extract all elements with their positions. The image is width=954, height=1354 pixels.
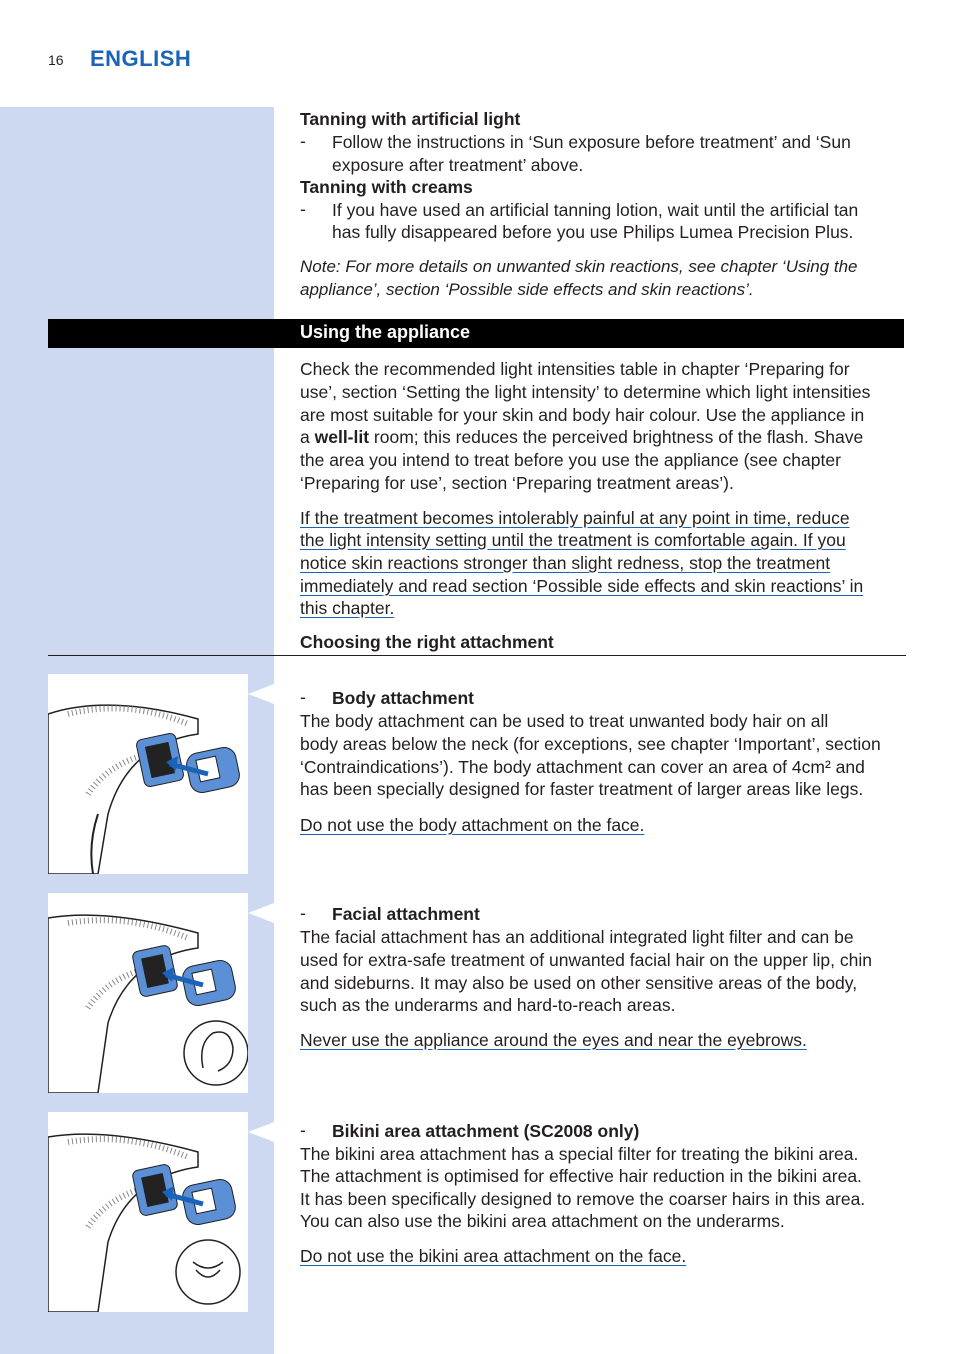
bikini-heading: Bikini area attachment (SC2008 only) [332,1121,640,1141]
bikini-line-1: The bikini area attachment has a special filter for treating the bikini area. [300,1144,859,1164]
section-title: Using the appliance [300,322,471,342]
page-number: 16 [48,52,64,68]
body-line-2: body areas below the neck (for exceptions, see chapter ‘Important’, section [300,734,881,754]
intro-line-5: the area you intend to treat before you use the appliance (see chapter [300,450,841,470]
body-attachment-illustration [48,674,248,874]
facial-line-3: and sideburns. It may also be used on other sensitive areas of the body, [300,973,858,993]
body-dash: - [300,687,306,707]
warning-line-4: immediately and read section ‘Possible side effects and skin reactions’ in [300,576,864,596]
facial-line-2: used for extra-safe treatment of unwanted facial hair on the upper lip, chin [300,950,872,970]
body-line-3: ‘Contraindications’). The body attachment can cover an area of 4cm² and [300,757,865,777]
note-line-1: Note: For more details on unwanted skin reactions, see chapter ‘Using the [300,257,858,276]
bikini-line-2: The attachment is optimised for effective hair reduction in the bikini area. [300,1166,862,1186]
facial-line-1: The facial attachment has an additional integrated light filter and can be [300,927,854,947]
note-line-2: appliance’, section ‘Possible side effects and skin reactions’. [300,280,754,299]
pointer-triangle [248,684,274,704]
intro-line-3: are most suitable for your skin and body hair colour. Use the appliance in [300,405,865,425]
intro-line-2: use’, section ‘Setting the light intensity’ to determine which light intensities [300,382,871,402]
body-warning: Do not use the body attachment on the face. [300,815,645,835]
facial-attachment-illustration [48,893,248,1093]
well-lit-bold: well-lit [314,427,370,447]
divider [48,655,906,656]
bikini-line-4: You can also use the bikini area attachment on the underarms. [300,1211,785,1231]
artificial-line-2: exposure after treatment’ above. [332,155,584,175]
creams-line-1: If you have used an artificial tanning lotion, wait until the artificial tan [332,200,859,220]
facial-warning: Never use the appliance around the eyes and near the eyebrows. [300,1030,807,1050]
pointer-triangle [248,1122,274,1142]
bikini-warning: Do not use the bikini area attachment on the face. [300,1246,687,1266]
facial-heading: Facial attachment [332,904,480,924]
creams-heading: Tanning with creams [300,177,473,197]
intro-line-6: ‘Preparing for use’, section ‘Preparing treatment areas’). [300,473,734,493]
bikini-line-3: It has been specifically designed to remove the coarser hairs in this area. [300,1189,866,1209]
bikini-dash: - [300,1120,306,1140]
body-line-1: The body attachment can be used to treat unwanted body hair on all [300,711,829,731]
facial-dash: - [300,903,306,923]
artificial-heading: Tanning with artificial light [300,109,521,129]
warning-line-2: the light intensity setting until the treatment is comfortable again. If you [300,530,846,550]
creams-dash: - [300,199,306,219]
creams-line-2: has fully disappeared before you use Philips Lumea Precision Plus. [332,222,854,242]
body-line-4: has been specially designed for faster treatment of larger areas like legs. [300,779,864,799]
language-heading: ENGLISH [90,46,192,71]
facial-line-4: such as the underarms and hard-to-reach areas. [300,995,676,1015]
warning-line-1: If the treatment becomes intolerably painful at any point in time, reduce [300,508,850,528]
pointer-triangle [248,903,274,923]
bikini-attachment-illustration [48,1112,248,1312]
artificial-line-1: Follow the instructions in ‘Sun exposure before treatment’ and ‘Sun [332,132,851,152]
intro-line-4: a well-lit room; this reduces the perceived brightness of the flash. Shave [300,427,864,447]
section-banner [48,319,904,348]
warning-line-5: this chapter. [300,598,395,618]
choosing-heading: Choosing the right attachment [300,632,554,652]
artificial-dash: - [300,131,306,151]
body-heading: Body attachment [332,688,474,708]
warning-line-3: notice skin reactions stronger than slight redness, stop the treatment [300,553,831,573]
intro-line-1: Check the recommended light intensities table in chapter ‘Preparing for [300,359,850,379]
